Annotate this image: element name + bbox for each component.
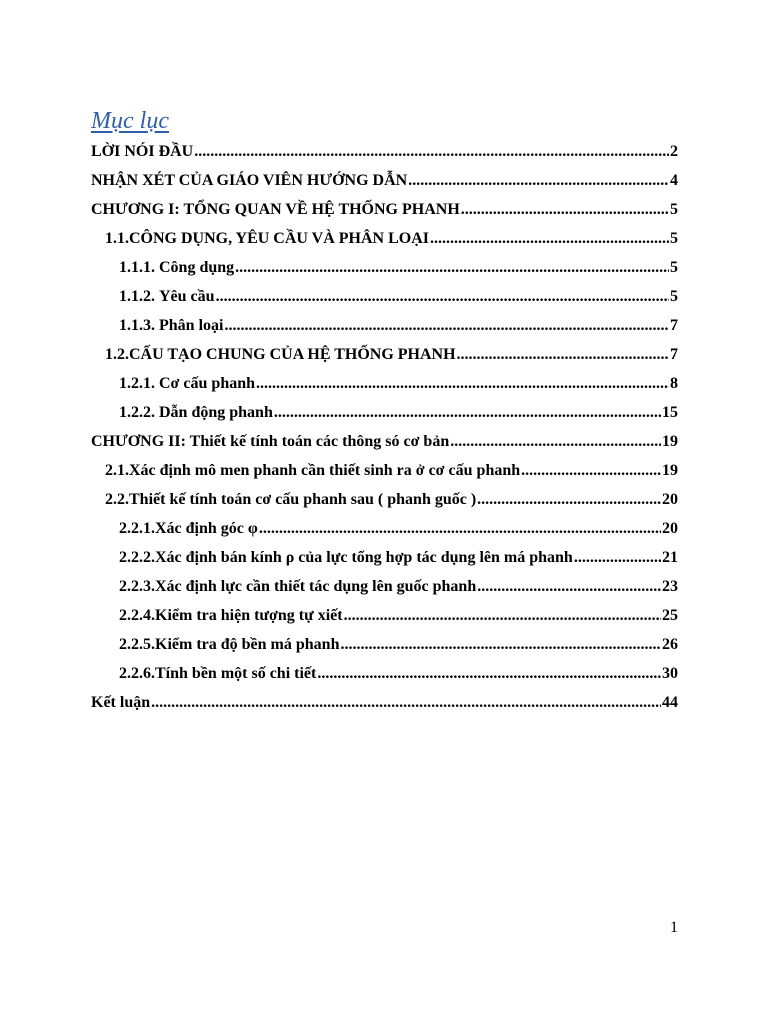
toc-dot-leader: [274, 404, 661, 422]
toc-entry-page: 5: [670, 230, 678, 247]
toc-entry: [0, 226, 768, 255]
toc-entry-text: Xác định bán kính ρ của lực tổng hợp tác dụng lên má phanh: [155, 549, 573, 566]
toc-dot-leader: [151, 694, 661, 712]
toc-entry-link[interactable]: [119, 549, 678, 567]
table-of-contents: [0, 139, 768, 719]
page-number: 1: [670, 919, 678, 936]
toc-dot-leader: [224, 317, 669, 335]
toc-entry: [0, 400, 768, 429]
toc-entry-number: 1.2.: [105, 346, 129, 363]
toc-entry-page: 21: [662, 549, 678, 566]
toc-dot-leader: [450, 433, 661, 451]
toc-entry-link[interactable]: [119, 607, 678, 625]
toc-entry-link[interactable]: [119, 665, 678, 683]
toc-entry-text: Xác định mô men phanh cần thiết sinh ra ở cơ cấu phanh: [129, 462, 521, 479]
toc-entry: [0, 197, 768, 226]
toc-entry-text: Thiết kế tính toán cơ cấu phanh sau ( phanh guốc ): [129, 491, 477, 508]
toc-entry-number: 1.2.1.: [119, 375, 155, 392]
toc-dot-leader: [477, 491, 661, 509]
toc-title: Mục lục: [91, 108, 169, 134]
toc-entry-number: 2.1.: [105, 462, 129, 479]
toc-entry-text: Xác định lực cần thiết tác dụng lên guốc phanh: [155, 578, 477, 595]
toc-entry: [0, 342, 768, 371]
toc-entry: [0, 371, 768, 400]
toc-dot-leader: [408, 172, 669, 190]
toc-entry-number: 2.2.5.: [119, 636, 155, 653]
toc-entry-number: 1.1.1.: [119, 259, 155, 276]
toc-entry-page: 15: [662, 404, 678, 421]
toc-dot-leader: [461, 201, 669, 219]
toc-dot-leader: [430, 230, 669, 248]
toc-dot-leader: [574, 549, 661, 567]
toc-entry: [0, 429, 768, 458]
toc-entry: [0, 574, 768, 603]
toc-entry-number: 2.2.1.: [119, 520, 155, 537]
toc-entry-link[interactable]: [119, 404, 678, 422]
toc-entry-number: 1.1.3.: [119, 317, 155, 334]
toc-entry-page: 8: [670, 375, 678, 392]
toc-entry-link[interactable]: [119, 578, 678, 596]
toc-entry-text: CHƯƠNG II: Thiết kế tính toán các thông só cơ bản: [91, 433, 450, 450]
toc-entry-link[interactable]: [91, 694, 678, 712]
toc-entry-link[interactable]: [91, 143, 678, 161]
toc-entry-text: LỜI NÓI ĐẦU: [91, 143, 194, 160]
toc-entry: [0, 603, 768, 632]
toc-entry-link[interactable]: [105, 462, 678, 480]
toc-entry-page: 30: [662, 665, 678, 682]
toc-dot-leader: [477, 578, 661, 596]
toc-dot-leader: [317, 665, 661, 683]
toc-entry: [0, 255, 768, 284]
toc-entry-text: CẤU TẠO CHUNG CỦA HỆ THỐNG PHANH: [129, 346, 456, 363]
toc-entry: [0, 458, 768, 487]
toc-entry-link[interactable]: [119, 375, 678, 393]
toc-entry-link[interactable]: [91, 172, 678, 190]
toc-dot-leader: [457, 346, 669, 364]
toc-entry: [0, 516, 768, 545]
toc-dot-leader: [194, 143, 669, 161]
toc-entry: [0, 139, 768, 168]
toc-entry-page: 26: [662, 636, 678, 653]
toc-entry-link[interactable]: [105, 346, 678, 364]
toc-entry-text: Phân loại: [159, 317, 224, 334]
toc-entry: [0, 487, 768, 516]
toc-entry-text: Yêu cầu: [159, 288, 215, 305]
toc-dot-leader: [521, 462, 661, 480]
toc-entry-number: 2.2.6.: [119, 665, 155, 682]
toc-entry-page: 20: [662, 491, 678, 508]
toc-entry-page: 5: [670, 259, 678, 276]
toc-dot-leader: [340, 636, 661, 654]
toc-entry-text: Dẫn động phanh: [159, 404, 273, 421]
toc-entry-page: 19: [662, 433, 678, 450]
toc-entry-link[interactable]: [119, 636, 678, 654]
toc-entry-text: Kiểm tra độ bền má phanh: [155, 636, 340, 653]
toc-entry-link[interactable]: [91, 433, 678, 451]
toc-entry-text: Tính bền một số chi tiết: [155, 665, 317, 682]
toc-entry-page: 5: [670, 288, 678, 305]
toc-entry-text: Kiểm tra hiện tượng tự xiết: [155, 607, 343, 624]
toc-entry-page: 20: [662, 520, 678, 537]
toc-entry: [0, 632, 768, 661]
toc-entry-link[interactable]: [119, 520, 678, 538]
toc-entry-text: NHẬN XÉT CỦA GIÁO VIÊN HƯỚNG DẪN: [91, 172, 408, 189]
toc-dot-leader: [216, 288, 669, 306]
toc-entry-text: CHƯƠNG I: TỔNG QUAN VỀ HỆ THỐNG PHANH: [91, 201, 460, 218]
toc-entry-text: CÔNG DỤNG, YÊU CẦU VÀ PHÂN LOẠI: [129, 230, 430, 247]
toc-entry: [0, 545, 768, 574]
toc-entry-page: 25: [662, 607, 678, 624]
toc-entry: [0, 168, 768, 197]
toc-entry-page: 44: [662, 694, 678, 711]
toc-entry-link[interactable]: [119, 288, 678, 306]
toc-entry-number: 1.2.2.: [119, 404, 155, 421]
toc-entry-link[interactable]: [105, 491, 678, 509]
toc-dot-leader: [259, 520, 661, 538]
toc-entry-text: Xác định góc φ: [155, 520, 258, 537]
toc-entry-link[interactable]: [91, 201, 678, 219]
toc-entry: [0, 284, 768, 313]
toc-dot-leader: [235, 259, 669, 277]
toc-entry-link[interactable]: [119, 259, 678, 277]
toc-entry-text: Công dụng: [159, 259, 235, 276]
toc-entry-page: 4: [670, 172, 678, 189]
toc-entry-number: 2.2.3.: [119, 578, 155, 595]
toc-dot-leader: [256, 375, 669, 393]
toc-entry-page: 7: [670, 317, 678, 334]
toc-entry: [0, 661, 768, 690]
toc-dot-leader: [344, 607, 661, 625]
toc-entry: [0, 313, 768, 342]
toc-entry-page: 23: [662, 578, 678, 595]
toc-entry-number: 2.2.: [105, 491, 129, 508]
toc-entry-page: 7: [670, 346, 678, 363]
toc-entry-number: 1.1.: [105, 230, 129, 247]
toc-entry-number: 1.1.2.: [119, 288, 155, 305]
toc-entry-page: 2: [670, 143, 678, 160]
toc-entry-link[interactable]: [105, 230, 678, 248]
toc-entry: [0, 690, 768, 719]
toc-entry-text: Kết luận: [91, 694, 151, 711]
toc-entry-link[interactable]: [119, 317, 678, 335]
toc-entry-number: 2.2.2.: [119, 549, 155, 566]
toc-entry-page: 19: [662, 462, 678, 479]
toc-entry-text: Cơ cấu phanh: [159, 375, 256, 392]
toc-entry-page: 5: [670, 201, 678, 218]
toc-entry-number: 2.2.4.: [119, 607, 155, 624]
